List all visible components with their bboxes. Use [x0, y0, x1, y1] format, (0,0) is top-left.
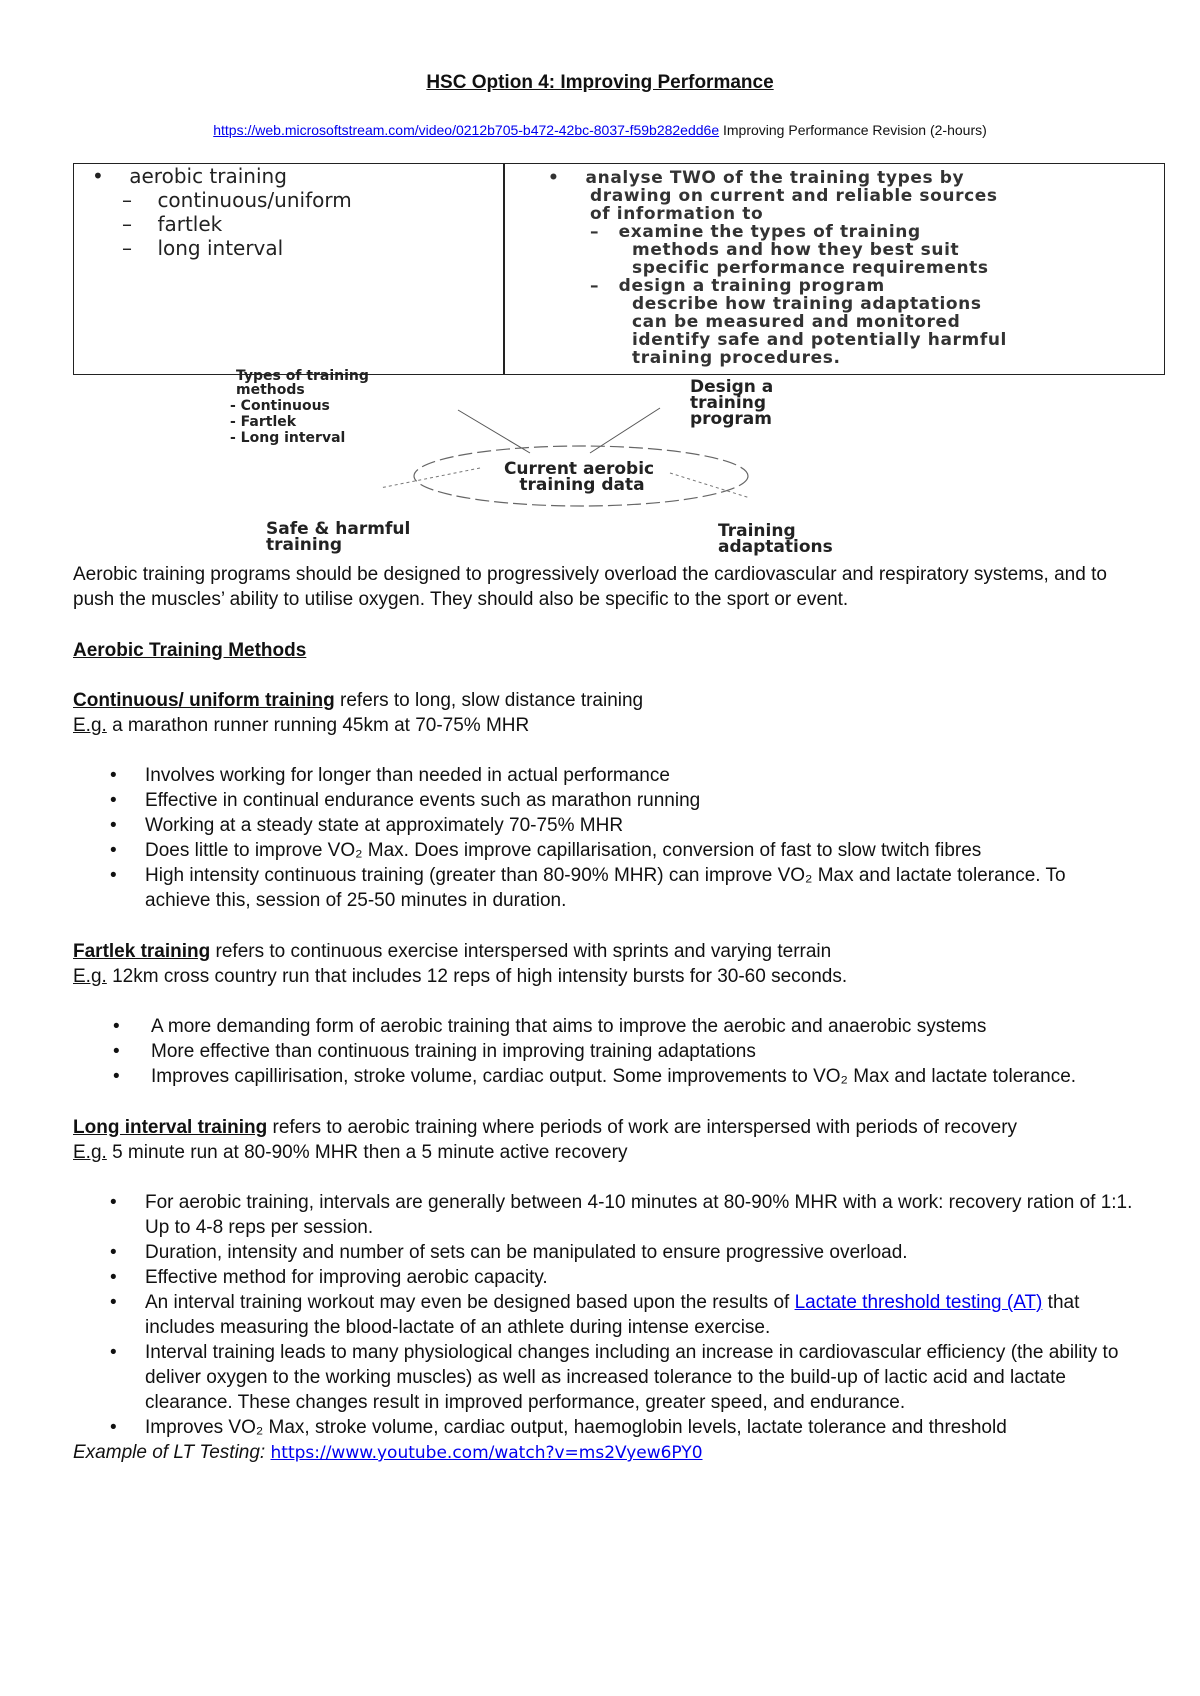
syllabus-right-cell: [548, 169, 1158, 367]
continuous-heading: Continuous/ uniform training: [73, 690, 335, 711]
mm-line: program: [690, 409, 772, 429]
list-item: • Improves VO₂ Max, stroke volume, cardiac output, haemoglobin levels, lactate tolerance and threshold: [73, 1415, 1133, 1440]
mm-line: Current aerobic: [503, 459, 655, 479]
syllabus-left-cell: [92, 164, 352, 260]
bullet-glyph: •: [92, 164, 104, 188]
fartlek-example: [73, 964, 1133, 989]
mm-line: training: [266, 535, 343, 555]
bullet-glyph: •: [548, 168, 560, 188]
long-interval-definition-text: refers to aerobic training where periods of work are interspersed with periods of recovery: [267, 1117, 1018, 1138]
lactate-threshold-link[interactable]: Lactate threshold testing (AT): [794, 1292, 1043, 1313]
lt-example-label: Example of LT Testing:: [73, 1442, 271, 1463]
mm-safe-harmful: [266, 519, 416, 555]
list-item: • Working at a steady state at approximately 70-75% MHR: [73, 813, 1133, 838]
fartlek-example-text: 12km cross country run that includes 12 reps of high intensity bursts for 30-60 seconds.: [106, 966, 848, 987]
stream-video-caption: Improving Performance Revision (2-hours): [719, 122, 987, 138]
long-interval-example: [73, 1140, 1133, 1165]
continuous-example-text: a marathon runner running 45km at 70-75% MHR: [106, 715, 530, 736]
document-body: [73, 562, 1133, 1466]
intro-paragraph: Aerobic training programs should be designed to progressively overload the cardiovascular and respiratory systems, and to push the muscles’ ability to utilise oxygen. They should also be specific to the sport or event.: [73, 564, 1107, 610]
list-item: • Effective in continual endurance events such as marathon running: [73, 788, 1133, 813]
list-item: [73, 1290, 1133, 1340]
list-item: • More effective than continuous training in improving training adaptations: [73, 1039, 1133, 1064]
list-item: • Interval training leads to many physiological changes including an increase in cardiovascular efficiency (the ability to deliver oxygen to the working muscles) as well as increased tolerance to the build-up of lactic acid and lactate clearance. These changes result in improved performance, greater speed, and endurance.: [73, 1340, 1133, 1415]
mm-line: - Continuous: [230, 398, 330, 414]
eg-label: E.g.: [73, 966, 107, 987]
syllabus-line: training procedures.: [632, 348, 841, 368]
continuous-bullet-list: [73, 763, 1133, 913]
mm-line: Training: [718, 521, 796, 541]
mm-design-program: [690, 377, 779, 429]
list-item: • Effective method for improving aerobic capacity.: [73, 1265, 1133, 1290]
syllabus-table: [73, 163, 1165, 375]
syllabus-sub-item: continuous/uniform: [157, 188, 352, 212]
syllabus-line: drawing on current and reliable sources: [590, 186, 998, 206]
long-interval-heading: Long interval training: [73, 1117, 268, 1138]
header-link-line: [0, 122, 1200, 138]
long-interval-example-text: 5 minute run at 80-90% MHR then a 5 minute active recovery: [106, 1142, 628, 1163]
long-interval-bullet-list: [73, 1190, 1133, 1440]
page-title: HSC Option 4: Improving Performance: [426, 72, 774, 93]
continuous-definition-text: refers to long, slow distance training: [334, 690, 644, 711]
mm-current-data: [504, 459, 660, 495]
connector-line: [458, 410, 530, 453]
connector-line: [380, 468, 480, 488]
list-item: • For aerobic training, intervals are generally between 4-10 minutes at 80-90% MHR with a work: recovery ration of 1:1. Up to 4-8 reps per session.: [73, 1190, 1133, 1240]
syllabus-line: identify safe and potentially harmful: [632, 330, 1007, 350]
mm-adaptations: [718, 521, 833, 557]
mm-line: Types of training: [236, 368, 369, 384]
dash-glyph: –: [122, 236, 132, 260]
eg-label: E.g.: [73, 1142, 107, 1163]
mm-line: methods: [236, 382, 305, 398]
mm-types-methods: [230, 368, 374, 446]
syllabus-line: design a training program: [618, 276, 885, 296]
continuous-example: [73, 713, 1133, 738]
lt-bullet-text-after: that includes measuring the blood-lactate of an athlete during intense exercise.: [145, 1292, 1080, 1338]
list-item: • Duration, intensity and number of sets can be manipulated to ensure progressive overload.: [73, 1240, 1133, 1265]
list-item: • Involves working for longer than needed in actual performance: [73, 763, 1133, 788]
section-heading: Aerobic Training Methods: [73, 640, 307, 661]
syllabus-line: analyse TWO of the training types by: [585, 168, 965, 188]
connector-line: [670, 473, 750, 498]
continuous-definition: [73, 688, 1133, 713]
mm-line: Safe & harmful: [266, 519, 411, 539]
youtube-link[interactable]: https://www.youtube.com/watch?v=ms2Vyew6PY0: [270, 1443, 703, 1463]
fartlek-bullet-list: [73, 1014, 1133, 1089]
dash-glyph: –: [122, 188, 132, 212]
fartlek-heading: Fartlek training: [73, 941, 211, 962]
mm-line: training: [690, 393, 767, 413]
stream-video-link[interactable]: https://web.microsoftstream.com/video/0212b705-b472-42bc-8037-f59b282edd6e: [213, 122, 720, 138]
list-item: • A more demanding form of aerobic training that aims to improve the aerobic and anaerobic systems: [73, 1014, 1133, 1039]
syllabus-line: methods and how they best suit: [632, 240, 960, 260]
eg-label: E.g.: [73, 715, 107, 736]
fartlek-definition-text: refers to continuous exercise interspersed with sprints and varying terrain: [210, 941, 832, 962]
mm-line: Design a: [690, 377, 774, 397]
mm-line: - Fartlek: [230, 414, 297, 430]
mm-line: training data: [519, 475, 645, 495]
syllabus-line: examine the types of training: [618, 222, 921, 242]
syllabus-line: of information to: [590, 204, 764, 224]
syllabus-line: can be measured and monitored: [632, 312, 961, 332]
mm-line: adaptations: [718, 537, 833, 557]
list-item: • High intensity continuous training (greater than 80-90% MHR) can improve VO₂ Max and lactate tolerance. To achieve this, session of 25-50 minutes in duration.: [73, 863, 1133, 913]
lt-bullet-text: An interval training workout may even be designed based upon the results of: [145, 1292, 795, 1313]
syllabus-bullet-aerobic: aerobic training: [129, 164, 287, 188]
table-divider: [503, 164, 505, 374]
mm-line: - Long interval: [230, 430, 346, 446]
dash-glyph: –: [590, 276, 600, 296]
list-item: • Improves capillirisation, stroke volume, cardiac output. Some improvements to VO₂ Max and lactate tolerance.: [73, 1064, 1133, 1089]
syllabus-line: specific performance requirements: [632, 258, 989, 278]
long-interval-definition: [73, 1115, 1133, 1140]
list-item: • Does little to improve VO₂ Max. Does improve capillarisation, conversion of fast to slow twitch fibres: [73, 838, 1133, 863]
mind-map-diagram: [230, 368, 950, 558]
dash-glyph: –: [122, 212, 132, 236]
fartlek-definition: [73, 939, 1133, 964]
dash-glyph: –: [590, 222, 600, 242]
syllabus-line: describe how training adaptations: [632, 294, 982, 314]
syllabus-sub-item: long interval: [157, 236, 284, 260]
lt-example-line: [73, 1440, 1133, 1466]
syllabus-sub-item: fartlek: [157, 212, 223, 236]
